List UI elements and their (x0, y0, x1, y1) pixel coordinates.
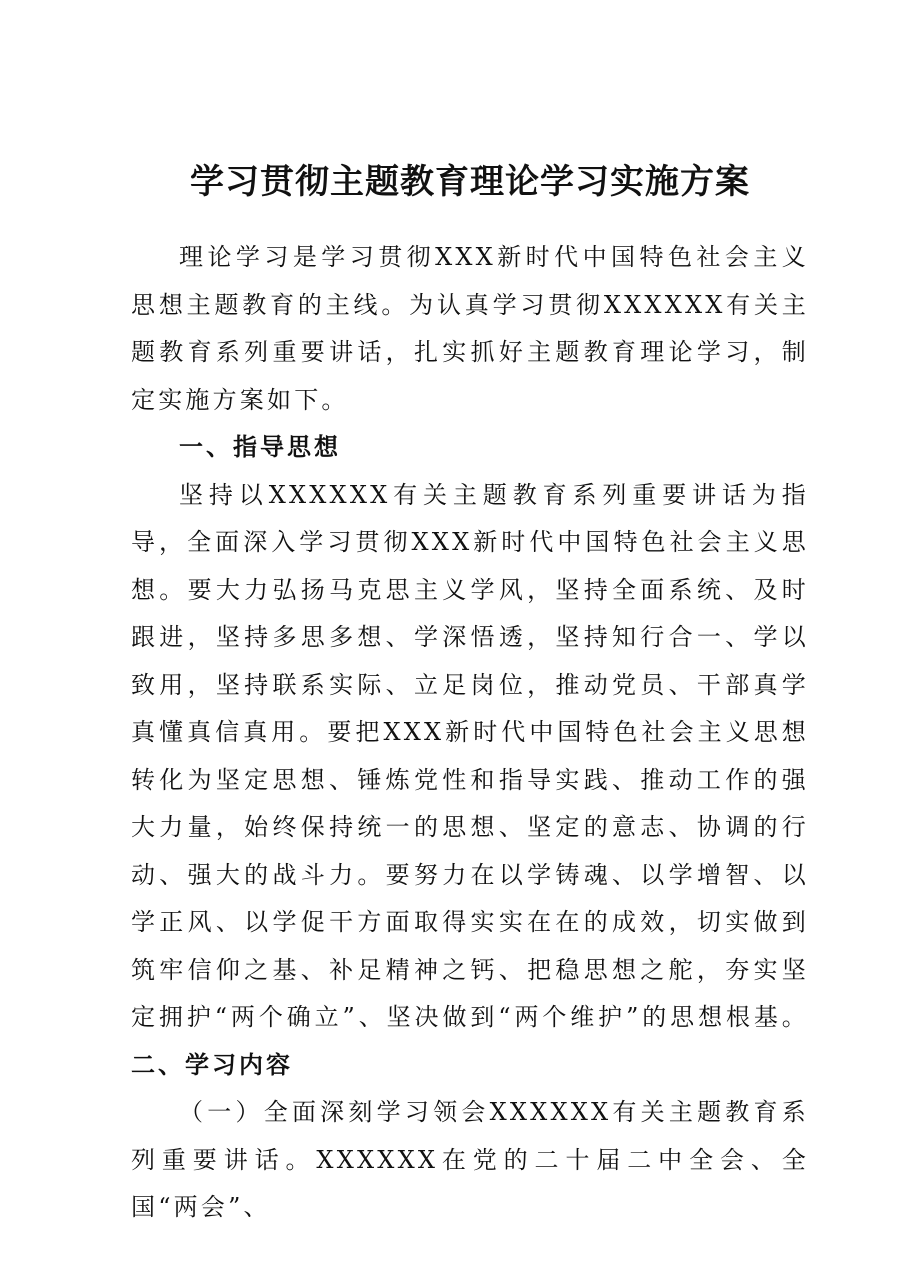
section-heading-guiding-ideology: 一、指导思想 (179, 433, 341, 461)
intro-paragraph: 理论学习是学习贯彻XXX新时代中国特色社会主义思想主题教育的主线。为认真学习贯彻XXXXXX有关主题教育系列重要讲话，扎实抓好主题教育理论学习，制定实施方案如下。 (131, 243, 809, 414)
document-title: 学习贯彻主题教育理论学习实施方案 (190, 162, 750, 202)
guiding-ideology-paragraph (131, 472, 809, 1090)
guiding-ideology-text: 坚持以XXXXXX有关主题教育系列重要讲话为指导，全面深入学习贯彻XXX新时代中国特色社会主义思想。要大力弘扬马克思主义学风，坚持全面系统、及时跟进，坚持多思多想、学深悟透，坚持知行合一、学以致用，坚持联系实际、立足岗位，推动党员、干部真学真懂真信真用。要把XXX新时代中国特色社会主义思想转化为坚定思想、锤炼党性和指导实践、推动工作的强大力量，始终保持统一的思想、坚定的意志、协调的行动、强大的战斗力。要努力在以学铸魂、以学增智、以学正风、以学促干方面取得实实在在的成效，切实做到筑牢信仰之基、补足精神之钙、把稳思想之舵，夯实坚定拥护“两个确立”、坚决做到“两个维护”的思想根基。 (131, 480, 809, 1031)
section-heading-study-content: 二、学习内容 (131, 1050, 293, 1079)
study-content-paragraph: （一）全面深刻学习领会XXXXXX有关主题教育系列重要讲话。XXXXXX在党的二十届二中全会、全国“两会”、 (131, 1098, 809, 1221)
